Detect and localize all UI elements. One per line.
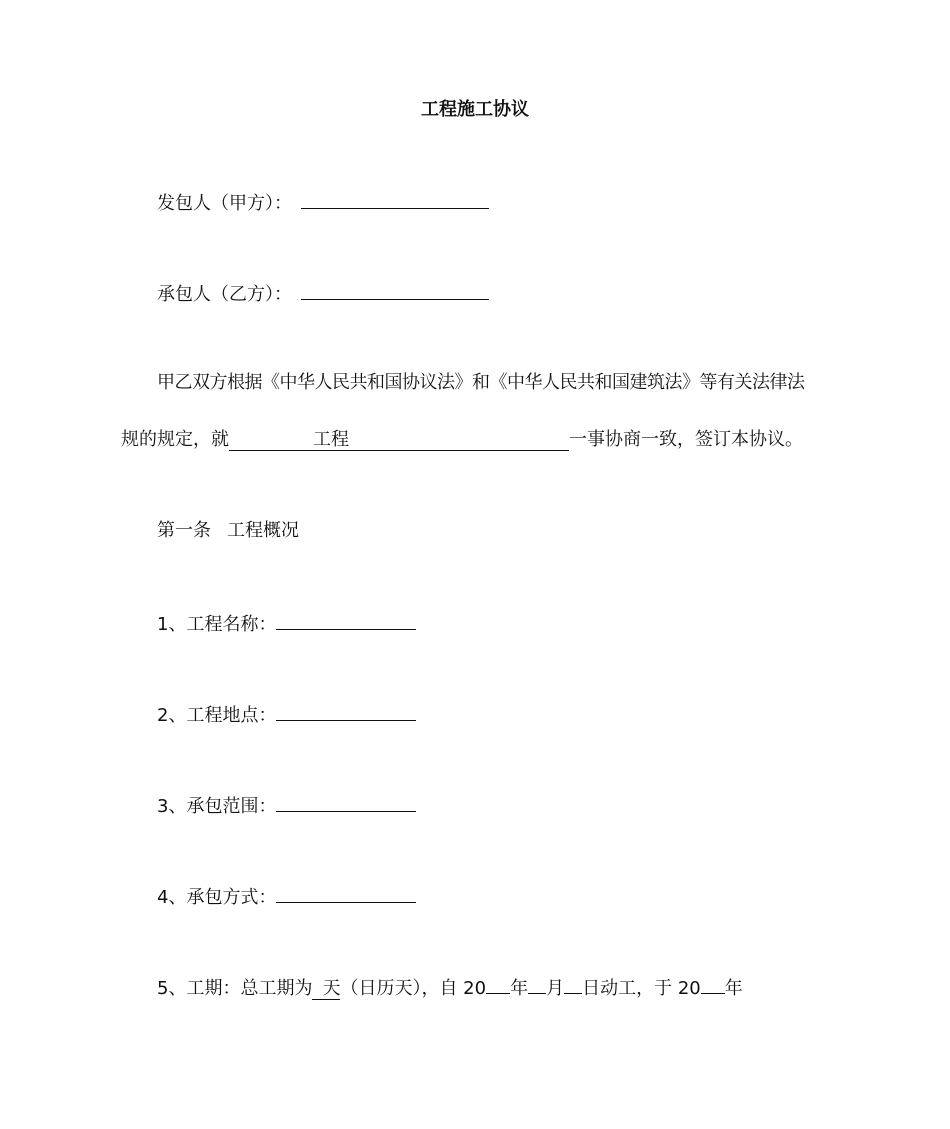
duration-days-text: 天 [322,978,341,999]
item-3-label: 3、承包范围： [157,796,277,817]
preamble-suffix: 一事协商一致，签订本协议。 [569,429,803,450]
project-name-blank[interactable] [229,430,569,451]
start-month-suffix: 月 [546,978,565,999]
party-b-blank[interactable] [301,280,489,300]
item-1-label: 1、工程名称： [157,614,277,635]
start-year-suffix: 年 [510,978,529,999]
party-b-label: 承包人（乙方）： [157,284,292,305]
item-4-label: 4、承包方式： [157,887,277,908]
duration-days-blank[interactable] [312,979,340,1000]
item-4-blank[interactable] [276,883,416,903]
item-1-line [157,610,416,637]
document-title: 工程施工协议 [421,99,529,120]
start-day-blank[interactable] [564,974,582,994]
party-b-line [157,280,489,307]
start-year-blank[interactable] [486,974,510,994]
preamble-line-2 [121,428,803,452]
item-2-blank[interactable] [276,701,416,721]
preamble-line-1: 甲乙双方根据《中华人民共和国协议法》和《中华人民共和国建筑法》等有关法律法 [157,372,805,393]
item-2-line [157,701,416,728]
preamble-prefix: 规的规定，就 [121,429,229,450]
end-year-suffix: 年 [724,978,743,999]
party-a-blank[interactable] [301,189,489,209]
item-3-line [157,792,416,819]
item-1-blank[interactable] [276,610,416,630]
item-5-line [157,974,743,1001]
party-a-label: 发包人（甲方）： [157,193,292,214]
article-1-heading [157,519,299,543]
start-month-blank[interactable] [528,974,546,994]
article-1-number: 第一条 [157,520,211,541]
item-5-mid: （日历天），自 20 [340,978,487,999]
article-1-title: 工程概况 [227,520,299,541]
item-5-prefix: 5、工期：总工期为 [157,978,313,999]
item-4-line [157,883,416,910]
start-day-suffix: 日动工，于 20 [582,978,701,999]
end-year-blank[interactable] [701,974,725,994]
item-2-label: 2、工程地点： [157,705,277,726]
party-a-line [157,189,489,216]
item-3-blank[interactable] [276,792,416,812]
project-fill-text: 工程 [313,429,349,450]
